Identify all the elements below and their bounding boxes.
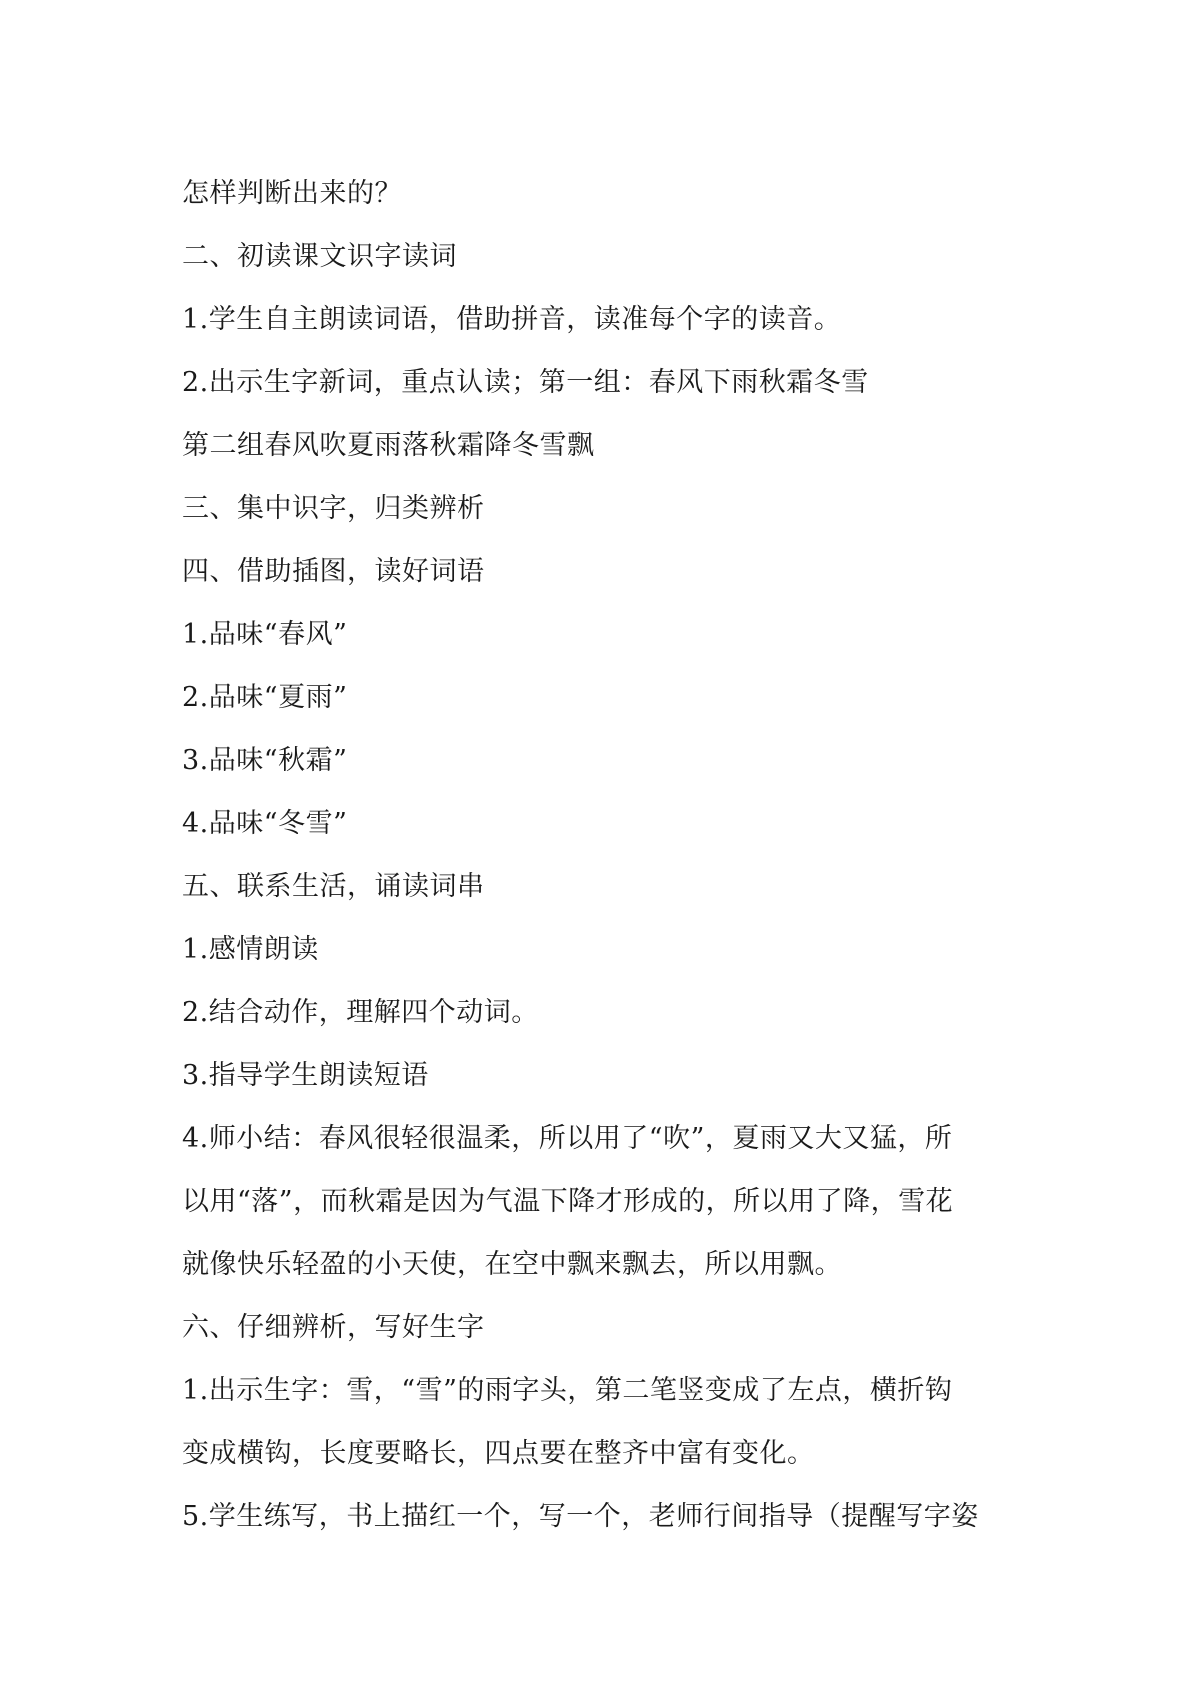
document-page (182, 162, 1022, 1548)
text-line: 2.品味“夏雨” (182, 682, 348, 713)
text-line: 5.学生练写，书上描红一个，写一个，老师行间指导（提醒写字姿 (182, 1501, 979, 1532)
text-line: 1.品味“春风” (182, 619, 348, 650)
text-line: 变成横钩，长度要略长，四点要在整齐中富有变化。 (182, 1438, 815, 1469)
text-line: 以用“落”，而秋霜是因为气温下降才形成的，所以用了降，雪花 (182, 1186, 954, 1217)
section-heading: 三、集中识字，归类辨析 (182, 493, 485, 524)
section-heading: 六、仔细辨析，写好生字 (182, 1312, 485, 1343)
text-line: 怎样判断出来的？ (182, 178, 402, 209)
text-line: 1.出示生字：雪，“雪”的雨字头，第二笔竖变成了左点，横折钩 (182, 1375, 953, 1406)
text-line: 1.学生自主朗读词语，借助拼音，读准每个字的读音。 (182, 304, 842, 335)
text-line: 就像快乐轻盈的小天使，在空中飘来飘去，所以用飘。 (182, 1249, 842, 1280)
section-heading: 四、借助插图，读好词语 (182, 556, 485, 587)
section-heading: 二、初读课文识字读词 (182, 241, 457, 272)
section-heading: 五、联系生活，诵读词串 (182, 871, 485, 902)
text-line: 1.感情朗读 (182, 934, 319, 965)
text-line: 2.结合动作，理解四个动词。 (182, 997, 539, 1028)
text-line: 4.师小结：春风很轻很温柔，所以用了“吹”，夏雨又大又猛，所 (182, 1123, 953, 1154)
text-line: 4.品味“冬雪” (182, 808, 348, 839)
text-line: 3.指导学生朗读短语 (182, 1060, 429, 1091)
text-line: 第二组春风吹夏雨落秋霜降冬雪飘 (182, 430, 595, 461)
text-line: 2.出示生字新词，重点认读；第一组：春风下雨秋霜冬雪 (182, 367, 869, 398)
text-line: 3.品味“秋霜” (182, 745, 348, 776)
